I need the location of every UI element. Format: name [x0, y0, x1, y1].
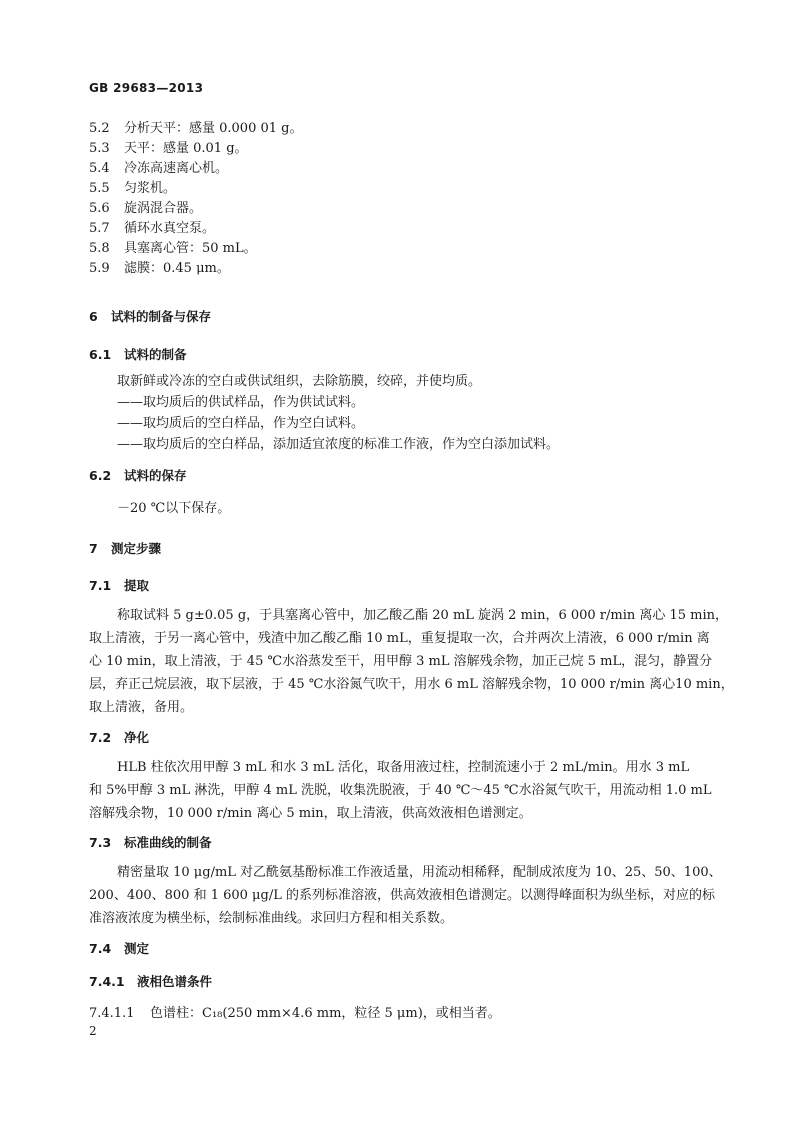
page-number: 2 — [89, 1024, 97, 1038]
list-item: 5.6 旋涡混合器。 — [89, 201, 203, 216]
section-7-1-heading: 7.1 提取 — [89, 578, 150, 593]
section-7-3-heading: 7.3 标准曲线的制备 — [89, 835, 212, 850]
dash-item: ——取均质后的空白样品，添加适宜浓度的标准工作液，作为空白添加试料。 — [117, 437, 560, 452]
dash-item: ——取均质后的空白样品，作为空白试料。 — [117, 416, 365, 431]
list-item: 5.3 天平：感量 0.01 g。 — [89, 141, 248, 156]
section-7-4-heading: 7.4 测定 — [89, 941, 150, 956]
section-7-4-1-heading: 7.4.1 液相色谱条件 — [89, 974, 213, 989]
list-item: 5.2 分析天平：感量 0.000 01 g。 — [89, 121, 303, 136]
section-6-heading: 6 试料的制备与保存 — [89, 309, 212, 324]
dash-item: ——取均质后的供试样品，作为供试试料。 — [117, 395, 365, 410]
standard-number: GB 29683—2013 — [89, 81, 204, 95]
list-item: 5.4 冷冻高速离心机。 — [89, 161, 229, 176]
section-7-1-text: 称取试料 5 g±0.05 g，于具塞离心管中，加乙酸乙酯 20 mL 旋涡 2 min，6 000 r/min 离心 15 min， 取上清液，于另一离心管中，残渣中加乙酸乙酯 10 mL，重复提取一次，合并两次上清液，6 000 r/min 离 心 10 min，取上清液，于 45 ℃水浴蒸发至干，用甲醇 3 mL 溶解残余物，加正己烷 5 mL，混匀，静置分 层，弃正己烷层液，取下层液，于 45 ℃水浴氮气吹干，用水 6 mL 溶解残余物，10 000 r/min 离心10 min， 取上清液，备用。 — [89, 608, 734, 715]
section-6-1-heading: 6.1 试料的制备 — [89, 347, 187, 362]
section-7-heading: 7 测定步骤 — [89, 541, 162, 556]
list-item: 5.8 具塞离心管：50 mL。 — [89, 241, 257, 256]
document-body — [89, 119, 734, 1024]
section-5-items — [89, 119, 709, 279]
list-item: 5.9 滤膜：0.45 μm。 — [89, 261, 230, 276]
section-6-1-intro: 取新鲜或冷冻的空白或供试组织，去除筋膜，绞碎，并使均质。 — [117, 374, 482, 389]
section-6-2-heading: 6.2 试料的保存 — [89, 468, 187, 483]
section-7-4-1-1: 7.4.1.1 色谱柱：C₁₈(250 mm×4.6 mm，粒径 5 μm)，或相当者。 — [89, 1006, 501, 1021]
section-7-2-text: HLB 柱依次用甲醇 3 mL 和水 3 mL 活化，取备用液过柱，控制流速小于 2 mL/min。用水 3 mL 和 5%甲醇 3 mL 淋洗，甲醇 4 mL 洗脱，收集洗脱液，于 40 ℃～45 ℃水浴氮气吹干，用流动相 1.0 mL 溶解残余物，10 000 r/min 离心 5 min，取上清液，供高效液相色谱测定。 — [89, 760, 712, 821]
list-item: 5.5 匀浆机。 — [89, 181, 177, 196]
list-item: 5.7 循环水真空泵。 — [89, 221, 216, 236]
section-7-2-heading: 7.2 净化 — [89, 730, 150, 745]
section-7-3-text: 精密量取 10 μg/mL 对乙酰氨基酚标准工作液适量，用流动相稀释，配制成浓度为 10、25、50、100、 200、400、800 和 1 600 μg/L 的系列标准溶液，供高效液相色谱测定。以测得峰面积为纵坐标，对应的标 准溶液浓度为横坐标，绘制标准曲线。求回归方程和相关系数。 — [89, 865, 722, 926]
section-6-2-text: －20 ℃以下保存。 — [117, 501, 231, 516]
